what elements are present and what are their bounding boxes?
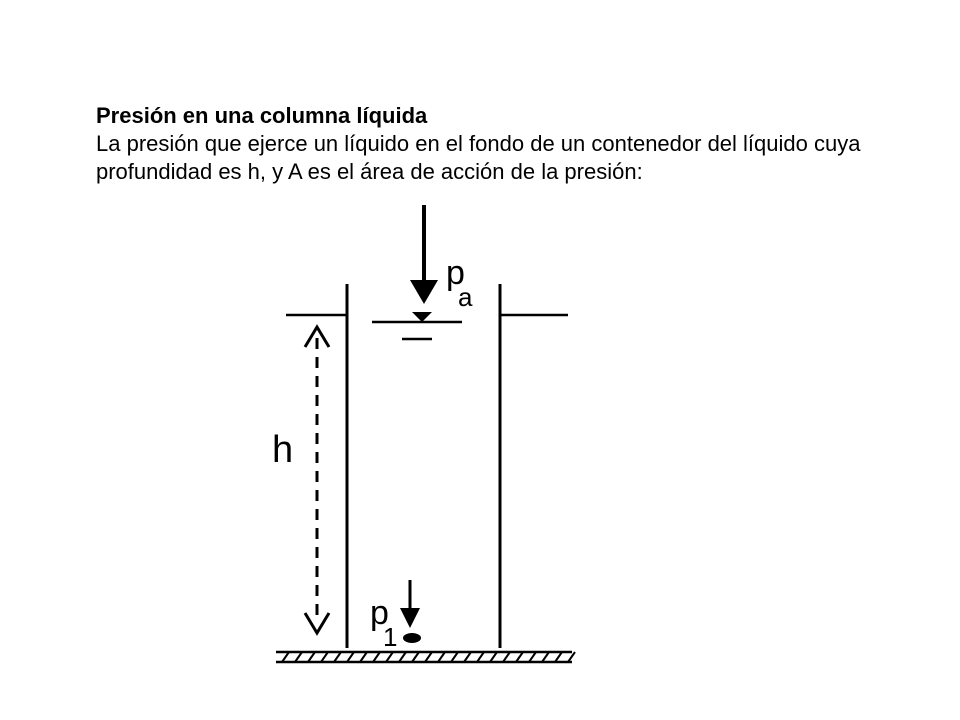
- hatch-mark: [308, 652, 315, 662]
- bottom-pressure-arrow: [400, 580, 421, 643]
- hatch-mark: [360, 652, 367, 662]
- label-h: h: [272, 429, 294, 471]
- hatch-mark: [542, 652, 549, 662]
- hatch-mark: [347, 652, 354, 662]
- hatch-mark: [555, 652, 562, 662]
- hatch-mark: [386, 652, 393, 662]
- hatch-mark: [399, 652, 406, 662]
- hatch-mark: [282, 652, 289, 662]
- hatch-mark: [516, 652, 523, 662]
- hatch-mark: [425, 652, 432, 662]
- hatch-mark: [321, 652, 328, 662]
- label-pa: p: [446, 254, 465, 292]
- container-bottom-hatched: [276, 652, 575, 662]
- slide-title: Presión en una columna líquida: [96, 103, 428, 128]
- water-level-symbol: [372, 312, 462, 339]
- hatch-mark: [334, 652, 341, 662]
- hatch-mark: [373, 652, 380, 662]
- hatch-mark: [295, 652, 302, 662]
- hatch-mark: [490, 652, 497, 662]
- hatch-mark: [529, 652, 536, 662]
- hatch-mark: [451, 652, 458, 662]
- hatch-mark: [477, 652, 484, 662]
- hatch-mark: [412, 652, 419, 662]
- hatch-mark: [464, 652, 471, 662]
- hatch-mark: [438, 652, 445, 662]
- slide-body-text: La presión que ejerce un líquido en el fondo de un contenedor del líquido cuya profundidad es h, y A es el área de acción de la presión:: [96, 131, 861, 184]
- label-p1-subscript: 1: [383, 622, 398, 652]
- hatch-mark: [503, 652, 510, 662]
- hatch-mark: [568, 652, 575, 662]
- height-dimension-arrow: [305, 327, 329, 633]
- atmospheric-pressure-arrow: [410, 205, 438, 304]
- label-p1: p: [370, 594, 389, 632]
- label-pa-subscript: a: [458, 282, 473, 312]
